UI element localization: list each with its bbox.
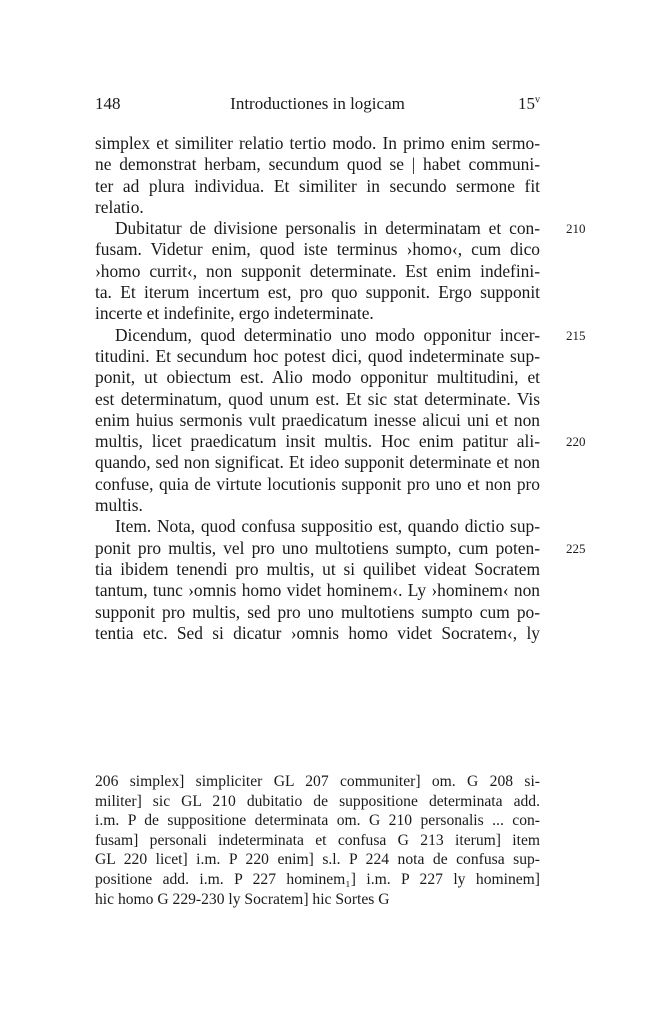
running-title: Introductiones in logicam [230,94,405,113]
text-line: tentia etc. Sed si dicatur ›omnis homo videt Socratem‹, ly [95,622,540,643]
critical-apparatus [95,772,540,909]
text-line: relatio. [95,196,144,217]
folio-side: v [535,94,540,106]
text-line: simplex et similiter relatio tertio modo. In primo enim sermo- [95,133,540,153]
text-line: tia ibidem tenendi pro multis, ut si quilibet videat Socratem [95,558,540,579]
text-line: ›homo currit‹, non supponit determinate. Est enim indefini- [95,260,540,281]
text-line: tantum, tunc ›omnis homo videt hominem‹. Ly ›hominem‹ non [95,580,540,601]
apparatus-line: militer] sic GL 210 dubitatio de suppositione determinata add. [95,792,540,810]
text-line: incerte et indefinite, ergo indeterminate. [95,303,374,324]
text-line: Dubitatur de divisione personalis in determinatam et con- [115,218,540,239]
text-line: ponit pro multis, vel pro uno multotiens sumpto, cum poten- [95,537,540,558]
text-line: multis. [95,495,143,516]
folio-reference [518,94,540,114]
text-line: Item. Nota, quod confusa suppositio est, quando dictio sup- [115,516,540,537]
text-line: quando, sed non significat. Et ideo supponit determinate et non [95,452,540,473]
text-line: enim huius sermonis vult praedicatum inesse alicui uni et non [95,409,540,430]
apparatus-line: GL 220 licet] i.m. P 220 enim] s.l. P 224 nota de confusa sup- [95,851,540,869]
line-number-215: 215 [566,327,586,343]
apparatus-line: positione add. i.m. P 227 hominem₁] i.m. P 227 ly hominem] [95,870,540,888]
line-number-225: 225 [566,540,586,556]
running-header [95,94,540,118]
text-line: est determinatum, quod unum est. Et sic stat determinate. Vis [95,388,540,409]
main-text [95,133,540,644]
text-line: ta. Et iterum incertum est, pro quo supponit. Ergo supponit [95,282,540,303]
line-number-210: 210 [566,221,586,237]
apparatus-line: 206 simplex] simpliciter GL 207 communiter] om. G 208 si- [95,773,540,790]
text-line: ne demonstrat herbam, secundum quod se | habet communi- [95,154,540,175]
line-number-220: 220 [566,434,586,450]
apparatus-line: i.m. P de suppositione determinata om. G 210 personalis ... con- [95,812,540,830]
apparatus-line: hic homo G 229-230 ly Socratem] hic Sortes G [95,890,390,908]
text-line: fusam. Videtur enim, quod iste terminus ›homo‹, cum dico [95,239,540,260]
text-line: ter ad plura individua. Et similiter in secundo sermone fit [95,175,540,196]
page-number: 148 [95,94,121,113]
text-line: Dicendum, quod determinatio uno modo opponitur incer- [115,324,540,345]
text-line: multis, licet praedicatum insit multis. Hoc enim patitur ali- [95,431,540,452]
folio-number: 15 [518,94,535,113]
text-line: ponit, ut obiectum est. Alio modo opponitur multitudini, et [95,367,540,388]
text-line: titudini. Et secundum hoc potest dici, quod indeterminate sup- [95,345,540,366]
text-line: confuse, quia de virtute locutionis supponit pro uno et non pro [95,473,540,494]
text-line: supponit pro multis, sed pro uno multotiens sumpto cum po- [95,601,540,622]
apparatus-line: fusam] personali indeterminata et confusa G 213 iterum] item [95,831,540,849]
